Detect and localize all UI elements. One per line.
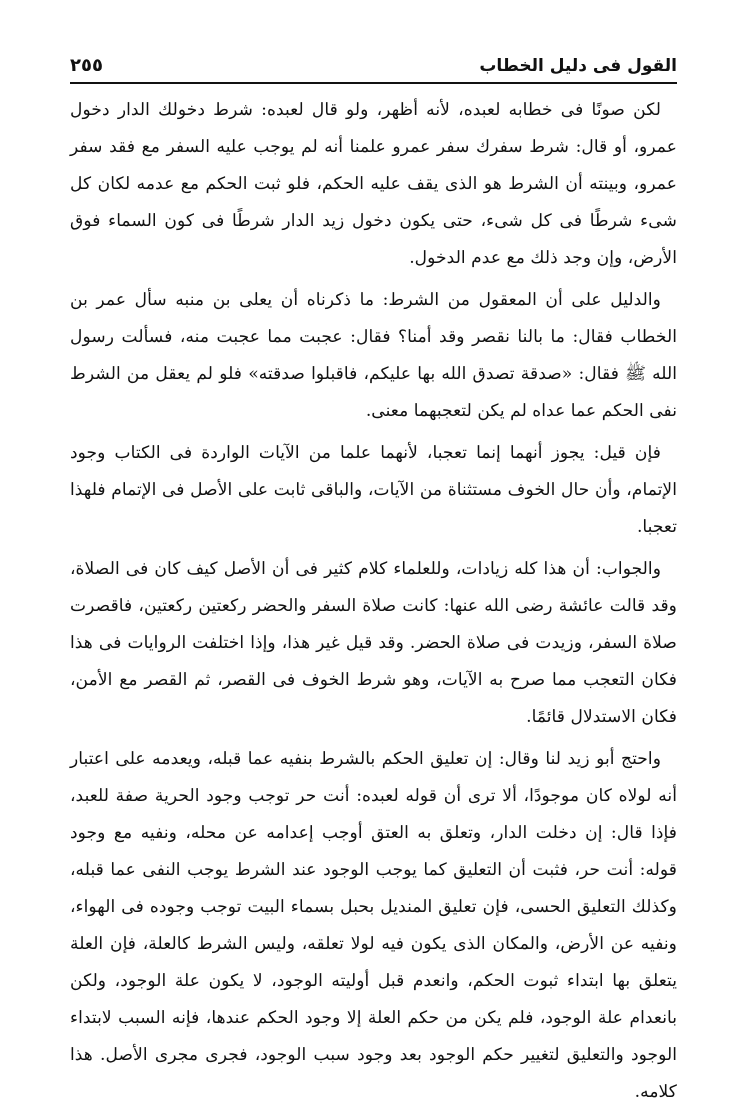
running-title: القول فى دليل الخطاب [479, 56, 677, 76]
paragraph: والدليل على أن المعقول من الشرط: ما ذكرناه أن يعلى بن منبه سأل عمر بن الخطاب فقال: ما بالنا نقصر وقد أمنا؟ فقال: عجبت مما عجبت منه، فسألت رسول الله ﷺ فقال: «صدقة تصدق الله بها عليكم، فاقبلوا صدقته» فلو لم يعقل من الشرط نفى الحكم عما عداه لم يكن لتعجبهما معنى. [70, 290, 677, 421]
text-body [70, 92, 677, 1116]
page-number: ٢٥٥ [70, 55, 103, 76]
paragraph: والجواب: أن هذا كله زيادات، وللعلماء كلام كثير فى أن الأصل كيف كان فى الصلاة، وقد قالت عائشة رضى الله عنها: كانت صلاة السفر والحضر ركعتين ركعتين، فاقصرت صلاة السفر، وزيدت فى صلاة الحضر. وقد قيل غير هذا، وإذا اختلفت الروايات فى هذا فكان التعجب مما صرح به الآيات، وهو شرط الخوف فى القصر، ثم القصر مع الأمن، فكان الاستدلال قائمًا. [70, 559, 677, 727]
paragraph: لكن صونًا فى خطابه لعبده، لأنه أظهر، ولو قال لعبده: شرط دخولك الدار دخول عمرو، أو قال: شرط سفرك سفر عمرو علمنا أنه لم يوجب عليه السفر مع فقد سفر عمرو، وبينته أن الشرط هو الذى يقف عليه الحكم، فلو ثبت الحكم مع عدمه لكان كل شىء شرطًا فى كل شىء، حتى يكون دخول زيد الدار شرطًا فى كون السماء فوق الأرض، وإن وجد ذلك مع عدم الدخول. [70, 100, 677, 268]
paragraph: فإن قيل: يجوز أنهما إنما تعجبا، لأنهما علما من الآيات الواردة فى الكتاب وجود الإتمام، وأن حال الخوف مستثناة من الآيات، والباقى ثابت على الأصل فى الإتمام فلهذا تعجبا. [70, 443, 677, 537]
page-header [70, 44, 677, 84]
paragraph: واحتج أبو زيد لنا وقال: إن تعليق الحكم بالشرط بنفيه عما قبله، ويعدمه على اعتبار أنه لولاه كان موجودًا، ألا ترى أن قوله لعبده: أنت حر توجب وجود الحرية صفة للعبد، فإذا قال: إن دخلت الدار، وتعلق به العتق أوجب إعدامه عن محله، ونفيه مع وجود قوله: أنت حر، فثبت أن التعليق كما يوجب الوجود عند الشرط يوجب النفى عما قبله، وكذلك التعليق الحسى، فإن تعليق المنديل بحبل بسماء البيت توجب وجوده فى الهواء، ونفيه عن الأرض، والمكان الذى يكون فيه لولا تعلقه، وليس الشرط كالعلة، فإن العلة يتعلق بها ابتداء ثبوت الحكم، وانعدم قبل أوليته الوجود، لا يكون علة الوجود، ولكن بانعدام علة الوجود، فلم يكن من حكم العلة إلا وجود الحكم عندها، فإنه السبب لابتداء الوجود والتعليق لتغيير حكم الوجود بعد وجود سبب الوجود، فجرى مجرى الأصل. هذا كلامه. [70, 749, 677, 1102]
